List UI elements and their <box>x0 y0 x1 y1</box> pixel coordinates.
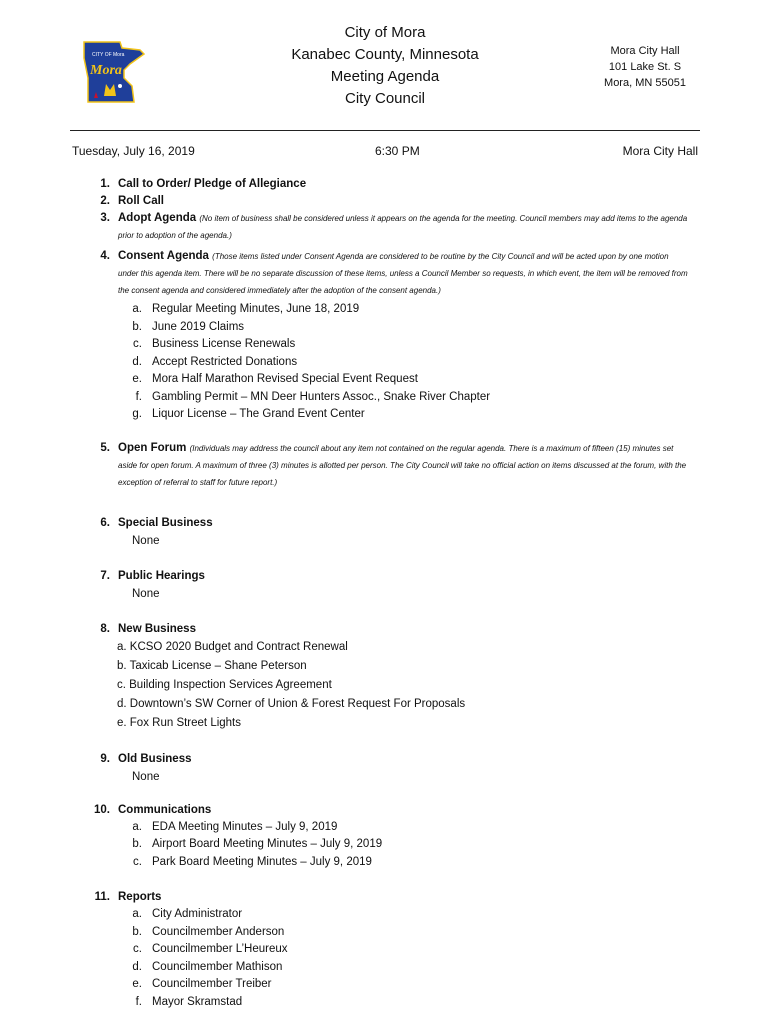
document-title <box>250 22 520 110</box>
svg-text:Mora: Mora <box>90 63 122 78</box>
agenda-item-5: 5. Open Forum (Individuals may address the council about any item not contained on the regular agenda. There is a maximum of fifteen (15) minutes set aside for open forum. A maximum of three (3) minutes is allotted per person. The City Council will take no official action on items discussed at the forum, with the exception of referral to staff for future report.) <box>100 441 687 487</box>
agenda-item-title: Consent Agenda <box>118 250 209 262</box>
agenda-item-10: 10. Communications <box>94 803 212 816</box>
agenda-item-title: Open Forum <box>118 441 187 454</box>
city-hall-address <box>580 43 710 91</box>
city-logo <box>80 40 146 106</box>
agenda-item-title: Reports <box>118 891 162 903</box>
sub-item: c. Business License Renewals <box>133 338 296 350</box>
agenda-item-body: None <box>132 534 160 547</box>
address-line-2: 101 Lake St. S <box>608 61 682 73</box>
sub-item: a. KCSO 2020 Budget and Contract Renewal <box>117 640 348 653</box>
logo-small-text: CITY OF Mora <box>92 52 125 58</box>
agenda-item-3: 3. Adopt Agenda (No item of business shall be considered unless it appears on the agenda for the meeting. Council members may add items to the agenda prior to adoption of the agenda.) <box>100 212 688 240</box>
sub-item: c. Councilmember L’Heureux <box>133 943 288 955</box>
minnesota-map-icon <box>80 40 146 106</box>
agenda-item-body: None <box>132 587 160 600</box>
sub-item: b. Airport Board Meeting Minutes – July 9, 2019 <box>132 838 383 850</box>
agenda-item-title: Roll Call <box>118 195 165 207</box>
meeting-time: 6:30 PM <box>375 144 420 158</box>
sub-item: c. Building Inspection Services Agreement <box>117 678 332 691</box>
sub-item: d. Councilmember Mathison <box>132 960 283 973</box>
sub-item: f. Gambling Permit – MN Deer Hunters Assoc., Snake River Chapter <box>135 390 491 403</box>
header-divider <box>70 130 700 131</box>
agenda-item-title: New Business <box>118 622 196 635</box>
sub-item: b. June 2019 Claims <box>132 320 245 333</box>
agenda-item-title: Public Hearings <box>118 569 205 582</box>
agenda-item-9: 9. Old Business <box>100 752 192 765</box>
sub-item: b. Councilmember Anderson <box>132 925 285 938</box>
sub-item: e. Mora Half Marathon Revised Special Event Request <box>132 373 418 385</box>
agenda-item-note: (No item of business shall be considered unless it appears on the agenda for the meeting. Council members may add items to the agenda prior to adoption of the agenda.) <box>118 214 688 240</box>
sub-item: a. City Administrator <box>132 908 243 920</box>
meeting-location: Mora City Hall <box>622 144 698 158</box>
agenda-item-1: 1. Call to Order/ Pledge of Allegiance <box>100 178 307 190</box>
agenda-item-8: 8. New Business <box>100 622 196 635</box>
sub-item: a. Regular Meeting Minutes, June 18, 2019 <box>132 303 360 315</box>
agenda-item-11: 11. Reports <box>94 891 162 903</box>
agenda-item-2: 2. Roll Call <box>100 195 165 207</box>
sub-item: e. Councilmember Treiber <box>132 978 272 990</box>
agenda-item-title: Call to Order/ Pledge of Allegiance <box>118 178 307 190</box>
sub-item: a. EDA Meeting Minutes – July 9, 2019 <box>132 820 338 833</box>
agenda-list <box>90 176 690 1011</box>
agenda-item-title: Old Business <box>118 752 192 765</box>
sub-item: f. Mayor Skramstad <box>135 995 243 1008</box>
agenda-item-title: Communications <box>118 803 212 816</box>
title-line-council: City Council <box>344 90 426 107</box>
agenda-item-title: Adopt Agenda <box>118 212 197 224</box>
agenda-item-4: 4. Consent Agenda (Those items listed under Consent Agenda are considered to be routine by the City Council and will be acted upon by one motion under this agenda item. There will be no separate discussion of these items, unless a Council Member so requests, in which event, the item will be removed from the consent agenda and considered immediately after the adoption of the consent agenda.) <box>100 250 688 295</box>
address-line-1: Mora City Hall <box>610 45 680 57</box>
agenda-item-7: 7. Public Hearings <box>100 569 205 582</box>
agenda-item-title: Special Business <box>118 516 213 529</box>
sub-item: d. Downtown’s SW Corner of Union & Forest Request For Proposals <box>117 697 466 710</box>
agenda-item-note: (Those items listed under Consent Agenda are considered to be routine by the City Council and will be acted upon by one motion under this agenda item. There will be no separate discussion of these items, unless a Council Member so requests, in which event, the item will be removed from the consent agenda and considered immediately after the adoption of the consent agenda.) <box>118 252 688 295</box>
address-line-3: Mora, MN 55051 <box>604 77 686 89</box>
sub-item: g. Liquor License – The Grand Event Center <box>132 408 365 420</box>
title-line-city: City of Mora <box>344 24 426 41</box>
title-line-agenda: Meeting Agenda <box>330 68 440 85</box>
agenda-item-note: (Individuals may address the council about any item not contained on the regular agenda. There is a maximum of fifteen (15) minutes set aside for open forum. A maximum of three (3) minutes is allotted per person. The City Council will take no official action on items discussed at the forum, with the exception of referral to staff for future report.) <box>118 443 687 487</box>
sub-item: d. Accept Restricted Donations <box>132 355 298 368</box>
sub-item: c. Park Board Meeting Minutes – July 9, 2019 <box>133 855 372 868</box>
meeting-date: Tuesday, July 16, 2019 <box>72 144 195 158</box>
sub-item: e. Fox Run Street Lights <box>117 716 242 729</box>
agenda-item-6: 6. Special Business <box>100 516 213 529</box>
sub-item: b. Taxicab License – Shane Peterson <box>117 659 307 672</box>
agenda-item-body: None <box>132 770 160 783</box>
title-line-county: Kanabec County, Minnesota <box>291 46 479 63</box>
